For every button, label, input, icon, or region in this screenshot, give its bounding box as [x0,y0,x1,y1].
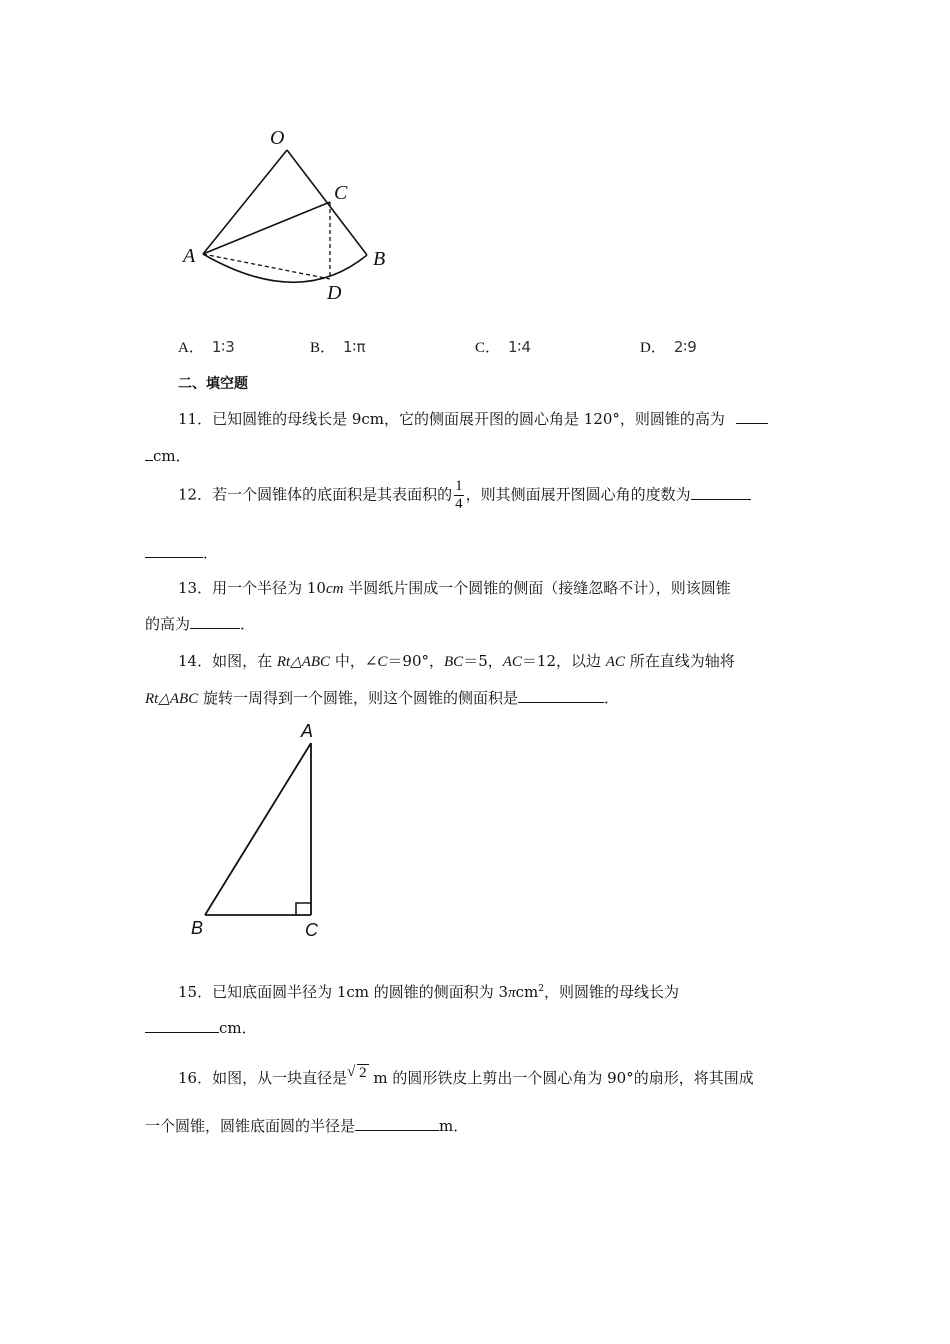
segment-AC [203,202,330,254]
q11-unit: cm． [153,447,191,465]
label-C2: C [305,920,318,940]
figure-sector [0,0,950,330]
q12-blank-part2 [145,543,203,558]
q16-blank [355,1116,439,1131]
q14-p1: 14．如图，在 [178,652,277,670]
option-c-value: 1∶4 [508,338,532,356]
q14-rt2: Rt△ABC [145,691,199,707]
q12-end: ． [203,544,219,562]
q15-end: cm． [219,1019,257,1037]
question-13-line2 [145,613,255,634]
q14-c: C [377,654,388,670]
q14-ac: AC [502,654,522,670]
q14-rt: Rt△ABC [276,654,331,670]
question-16-line2 [145,1115,468,1136]
q15-b: cm [515,983,539,1001]
q14-bc: BC [444,654,464,670]
q16-b: m 的圆形铁皮上剪出一个圆心角为 90°的扇形，将其围成 [368,1069,754,1087]
option-b [310,336,366,357]
q12-text-before: 12．若一个圆锥体的底面积是其表面积的 [178,485,453,504]
segment-AD-dashed [203,254,330,279]
label-A2: A [301,721,314,741]
q16-sqrt-symbol: √ [347,1064,356,1080]
q13-end: ． [240,615,256,633]
q12-frac-num: 1 [455,478,463,494]
question-11-line1 [178,408,768,429]
question-16-line1 [178,1065,754,1088]
option-d [640,336,697,357]
triangle-diagram [0,715,950,945]
label-D: D [327,282,342,304]
question-15-line2 [145,1017,257,1038]
q16-a: 16．如图，从一块直径是 [178,1069,348,1087]
option-c [475,336,531,357]
label-A: A [183,245,196,267]
q13-text-line2: 的高为 [145,615,191,633]
q14-p3: ＝90°， [387,652,445,670]
label-O: O [270,127,285,149]
option-a-label: A． [178,340,204,356]
q12-fraction [454,478,464,513]
q13-unit: cm [325,581,344,597]
q14-blank [518,688,604,703]
option-c-label: C． [475,340,501,356]
question-12-line1 [178,478,751,513]
q15-sup: 2 [538,984,544,994]
option-a-value: 1∶3 [211,338,235,356]
q14-p2: 中，∠ [330,652,378,670]
sector-diagram [0,0,950,330]
segment-OA [203,150,287,254]
q11-blank-part1 [736,409,768,424]
option-a [178,336,235,357]
option-b-value: 1∶π [343,338,366,356]
q15-c: ，则圆锥的母线长为 [543,983,679,1001]
q14-p6: 所在直线为轴将 [624,652,735,670]
q14-p4: ＝5， [463,652,503,670]
q12-text-after: ，则其侧面展开图圆心角的度数为 [465,485,691,504]
q12-frac-den: 4 [455,496,463,512]
q13-text-a: 13．用一个半径为 10 [178,579,326,597]
option-d-label: D． [640,340,666,356]
q13-blank [190,614,240,629]
option-b-label: B． [310,340,336,356]
question-12-line2 [145,542,218,563]
question-11-line2 [145,445,191,466]
q14-end: ． [603,689,619,707]
q14-p7: 旋转一周得到一个圆锥，则这个圆锥的侧面积是 [198,689,518,707]
section-title: 二、填空题 [178,376,248,392]
q11-text: 11．已知圆锥的母线长是 9cm，它的侧面展开图的圆心角是 120°，则圆锥的高为 [178,410,725,428]
q12-blank-part1 [691,485,751,500]
q16-line2: 一个圆锥，圆锥底面圆的半径是 [145,1117,356,1135]
label-C: C [334,182,348,204]
segment-AB [205,743,311,915]
question-15-line1 [178,981,679,1002]
q15-blank [145,1018,219,1033]
q14-ac2: AC [605,654,625,670]
label-B2: B [191,918,204,938]
q16-sqrt [347,1065,369,1082]
q16-radicand: 2 [359,1065,367,1081]
option-d-value: 2∶9 [673,338,697,356]
right-angle-marker [296,903,311,915]
label-B: B [373,248,386,270]
q16-end: m． [439,1117,469,1135]
question-14-line1 [178,650,735,671]
q15-pi: π [508,985,516,1001]
q14-p5: ＝12，以边 [521,652,606,670]
q13-text-b: 半圆纸片围成一个圆锥的侧面（接缝忽略不计），则该圆锥 [343,579,731,597]
q11-blank-part2 [145,446,153,461]
question-14-line2 [145,687,619,708]
question-13-line1 [178,577,731,598]
figure-right-triangle [0,715,950,945]
q15-a: 15．已知底面圆半径为 1cm 的圆锥的侧面积为 3 [178,983,509,1001]
